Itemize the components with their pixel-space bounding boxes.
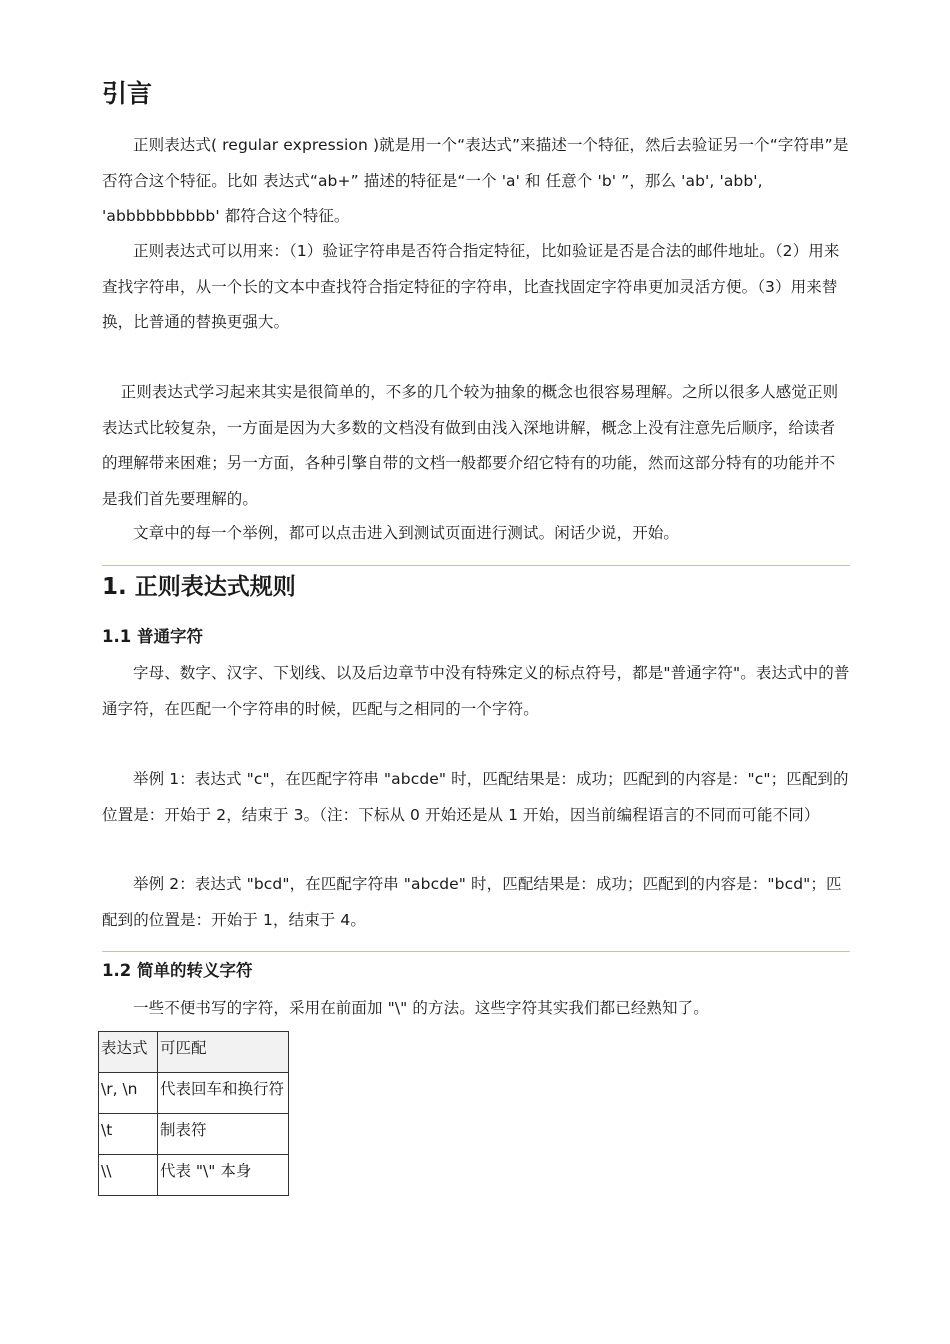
table-cell-expression: \\ xyxy=(99,1155,158,1196)
section-1-1-paragraph-1: 字母、数字、汉字、下划线、以及后边章节中没有特殊定义的标点符号，都是"普通字符"。表达式中的普通字符，在匹配一个字符串的时候，匹配与之相同的一个字符。 xyxy=(102,664,850,718)
intro-paragraph-3: 正则表达式学习起来其实是很简单的，不多的几个较为抽象的概念也很容易理解。之所以很多人感觉正则表达式比较复杂，一方面是因为大多数的文档没有做到由浅入深地讲解，概念上没有注意先后顺序，给读者的理解带来困难；另一方面，各种引擎自带的文档一般都要介绍它特有的功能，然而这部分特有的功能并不是我们首先要理解的。 xyxy=(102,383,839,508)
escape-characters-table xyxy=(98,1031,289,1196)
example-2-paragraph: 举例 2：表达式 "bcd"，在匹配字符串 "abcde" 时，匹配结果是：成功；匹配到的内容是："bcd"；匹配到的位置是：开始于 1，结束于 4。 xyxy=(102,875,842,929)
section-divider xyxy=(102,565,850,566)
intro-paragraph-4: 文章中的每一个举例，都可以点击进入到测试页面进行测试。闲话少说，开始。 xyxy=(133,524,680,542)
table-cell-expression: \t xyxy=(99,1114,158,1155)
intro-heading: 引言 xyxy=(102,79,153,108)
table-cell-expression: \r, \n xyxy=(99,1073,158,1114)
table-header-cell: 表达式 xyxy=(99,1032,158,1073)
table-header-cell: 可匹配 xyxy=(158,1032,289,1073)
table-row xyxy=(99,1114,289,1155)
table-row xyxy=(99,1155,289,1196)
section-1-heading: 1. 正则表达式规则 xyxy=(102,574,296,600)
table-cell-match: 制表符 xyxy=(158,1114,289,1155)
table-row xyxy=(99,1073,289,1114)
intro-paragraph-1: 正则表达式( regular expression )就是用一个“表达式”来描述一个特征，然后去验证另一个“字符串”是否符合这个特征。比如 表达式“ab+” 描述的特征是“一个 'a' 和 任意个 'b' ”，那么 'ab', 'abb', 'abbbbbbbbbb' 都符合这个特征。 xyxy=(102,136,849,225)
section-1-1-heading: 1.1 普通字符 xyxy=(102,627,203,646)
section-1-2-paragraph: 一些不便书写的字符，采用在前面加 "\" 的方法。这些字符其实我们都已经熟知了。 xyxy=(133,999,709,1017)
intro-paragraph-2: 正则表达式可以用来：（1）验证字符串是否符合指定特征，比如验证是否是合法的邮件地址。（2）用来查找字符串，从一个长的文本中查找符合指定特征的字符串，比查找固定字符串更加灵活方便。（3）用来替换，比普通的替换更强大。 xyxy=(102,242,840,331)
section-1-2-heading: 1.2 简单的转义字符 xyxy=(102,961,253,980)
table-cell-match: 代表回车和换行符 xyxy=(158,1073,289,1114)
example-1-paragraph: 举例 1：表达式 "c"，在匹配字符串 "abcde" 时，匹配结果是：成功；匹配到的内容是："c"；匹配到的位置是：开始于 2，结束于 3。（注：下标从 0 开始还是从 1 开始，因当前编程语言的不同而可能不同） xyxy=(102,770,849,824)
table-header-row xyxy=(99,1032,289,1073)
subsection-divider xyxy=(102,951,850,952)
table-cell-match: 代表 "\" 本身 xyxy=(158,1155,289,1196)
